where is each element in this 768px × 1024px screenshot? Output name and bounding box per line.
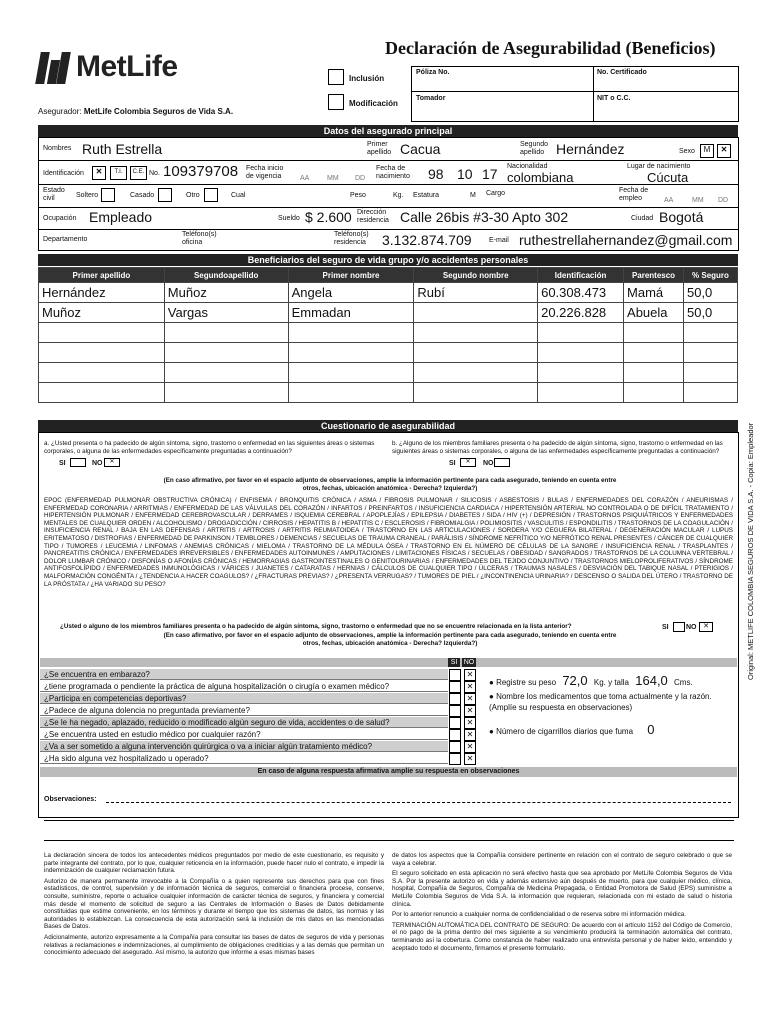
empleo-dd: DD bbox=[718, 197, 729, 204]
beneficiary-cell[interactable] bbox=[164, 383, 288, 403]
primer-apellido-value[interactable]: Cacua bbox=[400, 141, 441, 157]
beneficiary-cell[interactable] bbox=[39, 343, 165, 363]
beneficiary-cell[interactable]: Abuela bbox=[624, 303, 684, 323]
id-ce-box[interactable]: C.E. bbox=[130, 166, 147, 180]
cig-value[interactable]: 0 bbox=[647, 722, 655, 737]
id-label: Identificación bbox=[43, 170, 84, 177]
beneficiary-cell[interactable] bbox=[683, 323, 737, 343]
observaciones-line-1[interactable] bbox=[106, 802, 731, 803]
beneficiary-cell[interactable]: 20.226.828 bbox=[538, 303, 624, 323]
header-cell: Segundo nombre bbox=[414, 268, 538, 283]
qa-si-label: SI bbox=[59, 460, 66, 467]
col-si-header: SI bbox=[448, 658, 460, 667]
answer-no-box[interactable]: ✕ bbox=[464, 705, 476, 717]
sueldo-value[interactable]: $ 2.600 bbox=[305, 209, 352, 225]
qa-no-box[interactable]: ✕ bbox=[104, 458, 120, 467]
certificado-label: No. Certificado bbox=[597, 69, 647, 76]
beneficiary-cell[interactable] bbox=[414, 323, 538, 343]
meds-line: ● Nombre los medicamentos que toma actualmente y la razón. (Amplíe su respuesta en observaciones) bbox=[489, 692, 712, 712]
empleo-mm: MM bbox=[692, 197, 704, 204]
ocupacion-value[interactable]: Empleado bbox=[89, 209, 153, 225]
disease-list: EPOC (ENFERMEDAD PULMONAR OBSTRUCTIVA CRÓNICA) / ENFISEMA / BRONQUITIS CRÓNICA / ASMA / FIBROSIS PULMONAR / SILICOSIS / ASBESTOSIS / BULAS / ENFERMEDADES DEL CORAZÓN / ANEURISMAS / ENFERMEDAD CORONARIA / ARRITMIAS / ENFERMEDAD DE LAS VÁLVULAS DEL CORAZÓN / INFARTOS / PREINFARTOS / INSUFICIENCIA CARDIACA / HIPERTENSIÓN ARTERIAL NO CONTROLADA O DE DIFÍCIL TRATAMIENTO / HIPERTENSIÓN PULMONAR / ENFERMEDAD CEREBROVASCULAR / DERRAMES / ISQUEMIA CEREBRAL / APOPLEJÍAS / EPILEPSIA / DIABETES / SIDA / HIV (+) / DEPRESIÓN / TRASTORNOS PSIQUIÁTRICOS Y ENFERMEDADES MENTALES DE CUALQUIER ORDEN / ALCOHOLISMO / DROGADICCIÓN / CIRROSIS / HEPATITIS B / HEPATITIS C / ESCLEROSIS / FIBROMIALGIA / POLIMIOSITIS / VASCULITIS / ESPONDILITIS / TRASTORNOS DE LA COAGULACIÓN / INSUFICIENCIA RENAL / BAJA EN LAS DEFENSAS / ARTRITIS / ARTROSIS / ARTRITIS REUMATOIDEA / TRASTORNO EN LAS ARTICULACIONES / SORDERA Y/O CEGUERA BILATERAL / DEGENERACIÓN MACULAR / LUPUS ERITEMATOSO / DISTROFIAS / ENFERMEDAD DE PARKINSON / TEMBLORES / DEMENCIAS / SECUELAS DE TRAUMA CRANEAL / PARÁLISIS / SÍNDROME NEFRÍTICO Y/O NEFRÓTICO RENAL PRESENTES / CÁNCER DE CUALQUIER TIPO / TUMORES / LEUCEMIA / LINFOMAS / ANEMIAS CRÓNICAS / MIELOMA / TRASTORNO DE LA MÉDULA ÓSEA / TRASTORNO EN EL NÚMERO DE CÉLULAS DE LA SANGRE / INSUFICIENCIA RENAL / TRASPLANTES / PANCREATITIS CRÓNICA / ENFERMEDADES IRREVERSIBLES / ENFERMEDADES AUTOINMUNES / AMPUTACIONES / LIMITACIONES FÍSICAS / SECUELAS / OBESIDAD / SANGRADOS / TRASTORNOS DE LA COLUMNA VERTEBRAL / DOLOR LUMBAR CRÓNICO / DISFONÍAS O AFONÍAS CRÓNICAS / HEMORRAGIAS GASTROINTESTINALES O GENITOURINARIAS / ENFERMEDADES DEL TEJIDO CONJUNTIVO / TRASTORNOS MIELOPROLIFERATIVOS / SÍNDROME ANTIFOSFOLÍPIDO / ENFERMEDADES INMUNOLÓGICAS / VÁRICES / JUANETES / CATARATAS / HERNIAS / CÁLCULOS DE CUALQUIER TIPO / ÚLCERAS / TRAUMAS NASALES / DESVIACIÓN DEL TABIQUE NASAL / PTERIGIOS / MALFORMACIÓN CONGÉNITA / ¿TENDENCIA A HACER COAGULOS? / ¿FRACTURAS PREVIAS? / ¿PRESENTA VERRUGAS? / TUMORES DE PIEL / ¿INCONTINENCIA URINARIA? / DESCENSO O SALIDA DEL ÚTERO / TRASTORNO DE LA PRÓSTATA / ¿HA VARIADO SU PESO? bbox=[44, 497, 733, 588]
sueldo-label: Sueldo bbox=[278, 215, 300, 222]
beneficiary-cell[interactable]: Angela bbox=[288, 283, 414, 303]
family-no-label: NO bbox=[686, 624, 697, 631]
beneficiary-row bbox=[39, 323, 738, 343]
answer-no-box[interactable]: ✕ bbox=[464, 753, 476, 765]
beneficiary-cell[interactable] bbox=[538, 363, 624, 383]
legal-right-p1: de datos los aspectos que la Compañía considere pertinente en relación con el contrato de seguro celebrado o que se vaya a celebrar. bbox=[392, 852, 732, 867]
question-row: ¿Va a ser sometido a alguna intervención quirúrgica o va a iniciar algún tratamiento médico? bbox=[40, 741, 448, 752]
answer-no-box[interactable]: ✕ bbox=[464, 693, 476, 705]
otro-label: Otro bbox=[186, 192, 200, 199]
lugar-value[interactable]: Cúcuta bbox=[647, 170, 689, 185]
ocupacion-label: Ocupación bbox=[43, 215, 77, 222]
beneficiary-row bbox=[39, 383, 738, 403]
question-row: ¿Se encuentra en embarazo? bbox=[40, 669, 448, 680]
qa-no-label: NO bbox=[92, 460, 103, 467]
segundo-apellido-value[interactable]: Hernández bbox=[556, 141, 625, 157]
soltero-checkbox[interactable] bbox=[101, 188, 115, 202]
legal-right-p3: Por lo anterior renuncio a cualquier norma de confidencialidad o de reserva sobre mi información médica. bbox=[392, 911, 687, 919]
birth-month[interactable]: 10 bbox=[457, 166, 473, 182]
beneficiary-cell[interactable]: Hernández bbox=[39, 283, 165, 303]
beneficiaries-header-row bbox=[39, 268, 738, 283]
inclusion-checkbox[interactable] bbox=[328, 69, 344, 85]
birth-year[interactable]: 98 bbox=[428, 166, 444, 182]
empleo-aa: AA bbox=[664, 197, 674, 204]
beneficiary-cell[interactable] bbox=[414, 383, 538, 403]
nacimiento-label: Fecha de nacimiento bbox=[376, 165, 410, 180]
question-a: a. ¿Usted presenta o ha padecido de algún síntoma, signo, trastorno o enfermedad en las siguientes áreas o sistemas corporales, o alguna de las enfermedades específicamente preguntadas a continuación? bbox=[44, 440, 375, 455]
estatura-label: Estatura bbox=[413, 192, 440, 199]
page-title: Declaración de Asegurabilidad (Beneficios) bbox=[385, 38, 716, 58]
legal-right bbox=[392, 852, 732, 952]
answer-no-box[interactable]: ✕ bbox=[464, 729, 476, 741]
answer-no-box[interactable]: ✕ bbox=[464, 681, 476, 693]
vigencia-mm: MM bbox=[327, 175, 339, 182]
beneficiary-cell[interactable] bbox=[288, 363, 414, 383]
amplie-bar: En caso de alguna respuesta afirmativa amplíe su respuesta en observaciones bbox=[40, 767, 737, 777]
question-row: ¿Padece de alguna dolencia no preguntada previamente? bbox=[40, 705, 448, 716]
observaciones-label: Observaciones: bbox=[44, 796, 97, 803]
beneficiary-cell[interactable] bbox=[288, 343, 414, 363]
tel-residencia-value[interactable]: 3.132.874.709 bbox=[382, 232, 472, 248]
primer-apellido-label: Primer apellido bbox=[367, 141, 392, 156]
beneficiary-cell[interactable] bbox=[538, 323, 624, 343]
legal-left-p1: La declaración sincera de todos los antecedentes médicos preguntados por medio de este cuestionario, es requisito y parte integrante del contrato, por lo que, cualquier reticencia en la información, puede hacer nulo el contrato, e impedir la indemnización de cualquier reclamación futura. bbox=[44, 852, 384, 875]
nit-label: NIT o C.C. bbox=[597, 95, 631, 102]
beneficiary-cell[interactable] bbox=[624, 383, 684, 403]
header-cell: % Seguro bbox=[683, 268, 737, 283]
beneficiary-cell[interactable]: 50,0 bbox=[683, 283, 737, 303]
questionnaire-section-title: Cuestionario de asegurabilidad bbox=[38, 420, 738, 432]
tel-oficina-label: Teléfono(s) oficina bbox=[182, 231, 217, 246]
answer-si-box[interactable] bbox=[449, 717, 461, 729]
metlife-logo bbox=[38, 50, 178, 84]
answer-no-box[interactable]: ✕ bbox=[464, 717, 476, 729]
id-number-value[interactable]: 109379708 bbox=[163, 163, 239, 180]
cig-line: ● Número de cigarrillos diarios que fuma 0 bbox=[489, 722, 655, 737]
tomador-label: Tomador bbox=[416, 95, 446, 102]
side-copy-note: Original: METLIFE COLOMBIA SEGUROS DE VIDA S.A. - Copia: Empleador bbox=[746, 422, 755, 680]
segundo-apellido-label: Segundo apellido bbox=[520, 141, 549, 156]
header-cell: Identificación bbox=[538, 268, 624, 283]
id-ti-box[interactable]: T.I. bbox=[110, 166, 127, 180]
casado-label: Casado bbox=[130, 192, 155, 199]
observaciones-line-2[interactable] bbox=[44, 820, 734, 821]
instructions-2: (En caso afirmativo, por favor en el espacio adjunto de observaciones, amplíe la información pertinente para cada asegurado, teniendo en cuenta entre otros, fechas, ubicación anatómica - Derecha? Izquierda?) bbox=[163, 632, 617, 647]
peso-label: Peso bbox=[350, 192, 366, 199]
beneficiary-cell[interactable] bbox=[39, 323, 165, 343]
beneficiary-cell[interactable] bbox=[288, 323, 414, 343]
weight-line: ● Registre su peso 72,0 Kg. y talla 164,0 Cms. bbox=[489, 673, 693, 688]
departamento-label: Departamento bbox=[43, 236, 88, 243]
family-si-label: SI bbox=[662, 624, 669, 631]
instructions-1: (En caso afirmativo, por favor en el espacio adjunto de observaciones, amplíe la información pertinente para cada asegurado, teniendo en cuenta entre otros, fechas, ubicación anatómica - Derecha? Izquierda?) bbox=[163, 477, 617, 492]
casado-checkbox[interactable] bbox=[158, 188, 172, 202]
beneficiary-cell[interactable] bbox=[683, 383, 737, 403]
insured-section-title: Datos del asegurado principal bbox=[38, 125, 738, 137]
beneficiary-row bbox=[39, 303, 738, 323]
beneficiary-cell[interactable] bbox=[414, 343, 538, 363]
ciudad-value[interactable]: Bogotá bbox=[659, 209, 704, 225]
question-row: ¿tiene programada o pendiente la práctica de alguna hospitalización o cirugía o examen médico? bbox=[40, 681, 448, 692]
beneficiary-cell[interactable] bbox=[414, 363, 538, 383]
insurer-line: Asegurador: MetLife Colombia Seguros de Vida S.A. bbox=[38, 107, 234, 116]
sexo-label: Sexo bbox=[679, 148, 695, 155]
beneficiary-cell[interactable]: Muñoz bbox=[39, 303, 165, 323]
beneficiary-cell[interactable] bbox=[683, 343, 737, 363]
observaciones-line-3[interactable] bbox=[44, 840, 734, 841]
legal-right-p2: El seguro solicitado en esta aplicación no será efectivo hasta que sea aprobado por MetLife Colombia Seguros de Vida S.A. Por la presente autorizo en vida y además extensivo aún después de muerto, para que cualquier médico, clínica, hospital, Compañía de Seguros, Compañía de Medicina Prepagada, o Entidad Promotora de Salud (EPS) suministre a MetLife Colombia Seguros de Vida S.A. la información que requieran, relacionada con mi estado de salud o historia clínica. bbox=[392, 870, 732, 908]
beneficiary-cell[interactable]: 50,0 bbox=[683, 303, 737, 323]
answer-si-box[interactable] bbox=[449, 693, 461, 705]
vigencia-dd: DD bbox=[355, 175, 366, 182]
qb-si-box[interactable]: ✕ bbox=[460, 458, 476, 467]
empleo-label: Fecha de empleo bbox=[619, 187, 649, 202]
direccion-label: Dirección residencia bbox=[357, 209, 389, 224]
beneficiary-cell[interactable]: Muñoz bbox=[164, 283, 288, 303]
questions-header-bar bbox=[40, 658, 737, 667]
cual-label: Cual bbox=[231, 192, 246, 199]
qb-si-label: SI bbox=[449, 460, 456, 467]
question-row: ¿Ha sido alguna vez hospitalizado u operado? bbox=[40, 753, 448, 764]
beneficiary-cell[interactable] bbox=[164, 323, 288, 343]
beneficiary-cell[interactable] bbox=[624, 343, 684, 363]
question-row: ¿Se le ha negado, aplazado, reducido o modificado algún seguro de vida, accidentes o de salud? bbox=[40, 717, 448, 728]
legal-left-p3: Adicionalmente, autorizo expresamente a la Compañía para consultar las bases de datos de seguros de vida y personas relativas a reclamaciones e indemnizaciones, al cumplimiento de obligaciones crediticias y a las demás que permitan un conocimiento adecuado del asegurado. Así mismo, la autorizo que informe a esas mismas bases bbox=[44, 933, 384, 957]
beneficiary-cell[interactable]: Vargas bbox=[164, 303, 288, 323]
beneficiary-cell[interactable] bbox=[39, 363, 165, 383]
beneficiary-cell[interactable] bbox=[624, 323, 684, 343]
qa-si-box[interactable] bbox=[70, 458, 86, 467]
legal-left bbox=[44, 852, 384, 957]
modificacion-checkbox[interactable] bbox=[328, 94, 344, 110]
answer-si-box[interactable] bbox=[449, 753, 461, 765]
vigencia-aa: AA bbox=[300, 175, 310, 182]
otro-checkbox[interactable] bbox=[204, 188, 218, 202]
height-value[interactable]: 164,0 bbox=[635, 673, 668, 688]
qb-no-label: NO bbox=[483, 460, 494, 467]
brand-name: MetLife bbox=[76, 50, 178, 83]
header-cell: Primer apellido bbox=[39, 268, 165, 283]
beneficiary-row bbox=[39, 363, 738, 383]
question-b: b. ¿Alguno de los miembros familiares presenta o ha padecido de algún síntoma, signo, trastorno o enfermedad en las siguientes áreas o sistemas corporales, o alguna de las enfermedades específicamente preguntadas a continuación? bbox=[392, 440, 723, 455]
soltero-label: Soltero bbox=[76, 192, 99, 199]
answer-si-box[interactable] bbox=[449, 729, 461, 741]
nombres-value[interactable]: Ruth Estrella bbox=[82, 141, 163, 157]
beneficiaries-section-title: Beneficiarios del seguro de vida grupo y/o accidentes personales bbox=[38, 254, 738, 266]
col-no-header: NO bbox=[463, 659, 475, 666]
email-label: E-mail bbox=[489, 237, 509, 244]
kg-label: Kg. bbox=[393, 192, 404, 199]
header-cell: Primer nombre bbox=[288, 268, 414, 283]
beneficiary-cell[interactable] bbox=[39, 383, 165, 403]
modificacion-label: Modificación bbox=[349, 99, 398, 108]
m-label: M bbox=[470, 192, 476, 199]
header-cell: Segundoapellido bbox=[164, 268, 288, 283]
legal-left-p2: Autorizo de manera permanente irrevocable a la Compañía o a quien represente sus derechos para que con fines estadísticos, de control, supervisión y de información técnica de seguros, comercial o financiera procese, conserve, consulte, suministre, reporte o actualice cualquier información de carácter técnica de seguros, y financiera y comercial más desde el momento de solicitud de seguro a las Centrales de Información o Bases de Datos debidamente constituidas que estime conveniente, en los términos y durante el tiempo que los sistemas de datos, las normas y las autoridades lo establezcan. La consecuencia de esta autorización será la inclusión de mis datos en las mencionadas Bases de Datos. bbox=[44, 877, 384, 931]
legal-right-p4: TERMINACIÓN AUTOMÁTICA DEL CONTRATO DE SEGURO: De acuerdo con el artículo 1152 del Código de Comercio, el no pago de la prima dentro del mes siguiente a su vencimiento producirá la terminación automática del contrato, terminando así la cobertura. Como constancia de haber realizado una entrevista personal y de haber leído, entendido y aceptado todo el documento, firmamos el presente formulario. bbox=[392, 921, 732, 952]
ciudad-label: Ciudad bbox=[631, 215, 654, 222]
policy-box bbox=[411, 66, 739, 122]
cargo-label: Cargo bbox=[486, 190, 506, 197]
email-value[interactable]: ruthestrellahernandez@gmail.com bbox=[519, 232, 733, 248]
beneficiary-cell[interactable]: 60.308.473 bbox=[538, 283, 624, 303]
beneficiary-cell[interactable] bbox=[683, 363, 737, 383]
family-no-box[interactable]: ✕ bbox=[699, 622, 713, 632]
beneficiary-cell[interactable]: Emmadan bbox=[288, 303, 414, 323]
question-row: ¿Se encuentra usted en estudio médico por cualquier razón? bbox=[40, 729, 448, 740]
answer-si-box[interactable] bbox=[449, 681, 461, 693]
beneficiaries-table bbox=[38, 267, 738, 403]
sexo-m-box[interactable]: M bbox=[700, 144, 714, 158]
estado-civil-label: Estado civil bbox=[43, 187, 65, 202]
nacionalidad-value[interactable]: colombiana bbox=[507, 170, 574, 185]
nombres-label: Nombres bbox=[43, 145, 72, 152]
beneficiary-row bbox=[39, 343, 738, 363]
poliza-label: Póliza No. bbox=[416, 69, 450, 76]
vigencia-label: Fecha inicio de vigencia bbox=[246, 165, 284, 180]
family-question: ¿Usted o alguno de los miembros familiares presenta o ha padecido de algún síntoma, signo, trastorno o enfermedad que no se encuentre relacionada en la lista anterior? bbox=[60, 623, 572, 630]
beneficiary-row bbox=[39, 283, 738, 303]
beneficiary-cell[interactable]: Rubí bbox=[414, 283, 538, 303]
answer-no-box[interactable]: ✕ bbox=[464, 669, 476, 681]
answer-no-box[interactable]: ✕ bbox=[464, 741, 476, 753]
inclusion-label: Inclusión bbox=[349, 74, 385, 83]
answer-si-box[interactable] bbox=[449, 705, 461, 717]
nacionalidad-label: Nacionalidad bbox=[507, 163, 548, 170]
birth-day[interactable]: 17 bbox=[482, 166, 498, 182]
beneficiary-cell[interactable] bbox=[538, 343, 624, 363]
beneficiary-cell[interactable] bbox=[624, 363, 684, 383]
header-cell: Parentesco bbox=[624, 268, 684, 283]
question-row: ¿Participa en competencias deportivas? bbox=[40, 693, 448, 704]
lugar-label: Lugar de nacimiento bbox=[627, 163, 691, 170]
beneficiary-cell[interactable] bbox=[164, 343, 288, 363]
direccion-value[interactable]: Calle 26bis #3-30 Apto 302 bbox=[400, 209, 569, 225]
beneficiary-cell[interactable]: Mamá bbox=[624, 283, 684, 303]
answer-si-box[interactable] bbox=[449, 741, 461, 753]
beneficiary-cell[interactable] bbox=[288, 383, 414, 403]
tel-residencia-label: Teléfono(s) residencia bbox=[334, 231, 369, 246]
sexo-f-box[interactable]: ✕ bbox=[717, 144, 731, 158]
beneficiary-cell[interactable] bbox=[538, 383, 624, 403]
qb-no-box[interactable] bbox=[494, 458, 510, 467]
id-no-label: No. bbox=[149, 170, 160, 177]
beneficiary-cell[interactable] bbox=[164, 363, 288, 383]
family-si-box[interactable] bbox=[673, 622, 685, 632]
metlife-logo-icon bbox=[38, 50, 68, 84]
beneficiary-cell[interactable] bbox=[414, 303, 538, 323]
weight-value[interactable]: 72,0 bbox=[562, 673, 588, 688]
id-cc-box[interactable]: ✕ bbox=[92, 166, 106, 180]
answer-si-box[interactable] bbox=[449, 669, 461, 681]
